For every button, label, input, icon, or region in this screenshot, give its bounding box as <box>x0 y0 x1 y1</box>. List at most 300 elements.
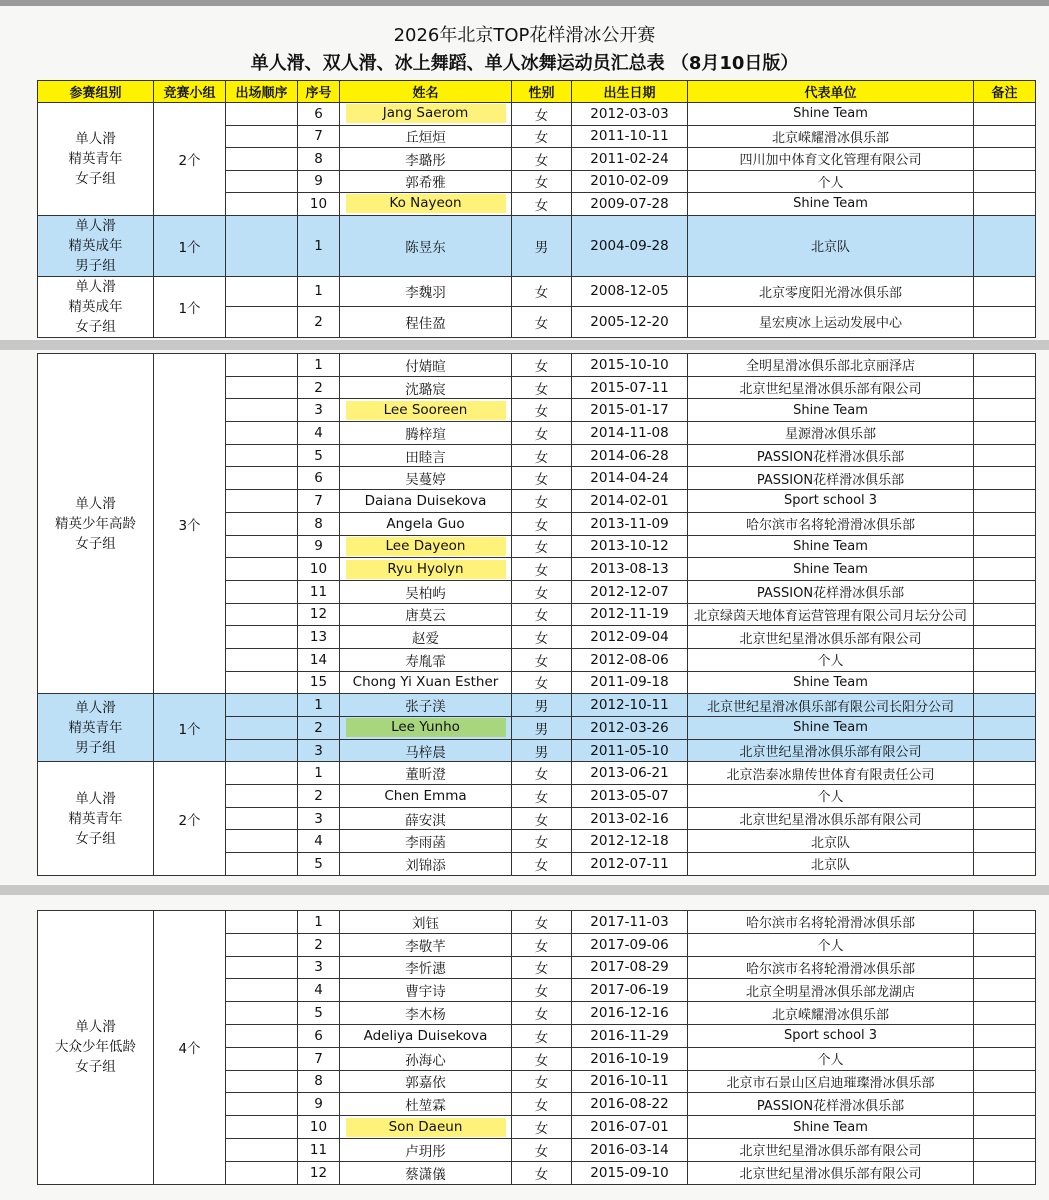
remarks-cell <box>974 1002 1036 1025</box>
gender-cell: 男 <box>512 694 572 717</box>
remarks-cell <box>974 807 1036 830</box>
remarks-cell <box>974 490 1036 513</box>
number-cell: 9 <box>298 535 340 558</box>
athlete-name-cell: 付婧暄 <box>340 354 512 377</box>
birth-date-cell: 2012-03-03 <box>572 103 688 126</box>
athlete-name-cell: 李木杨 <box>340 1002 512 1025</box>
number-cell: 3 <box>298 399 340 422</box>
number-cell: 4 <box>298 422 340 445</box>
remarks-cell <box>974 125 1036 148</box>
gender-cell: 女 <box>512 626 572 649</box>
remarks-cell <box>974 717 1036 740</box>
athlete-name-cell: 曹宇诗 <box>340 979 512 1002</box>
highlighted-name: Lee Dayeon <box>346 537 506 556</box>
number-cell: 15 <box>298 671 340 694</box>
affiliation-cell: 北京市石景山区启迪璀璨滑冰俱乐部 <box>688 1070 974 1093</box>
number-cell: 11 <box>298 1138 340 1161</box>
start-order-cell <box>226 807 298 830</box>
category-line: 精英青年 <box>68 810 123 827</box>
birth-date-cell: 2011-10-11 <box>572 125 688 148</box>
gender-cell: 女 <box>512 1093 572 1116</box>
page-separator <box>0 340 1049 350</box>
birth-date-cell: 2012-09-04 <box>572 626 688 649</box>
athlete-name-cell: 李雨菡 <box>340 830 512 853</box>
remarks-cell <box>974 170 1036 193</box>
affiliation-cell: 哈尔滨市名将轮滑滑冰俱乐部 <box>688 956 974 979</box>
number-cell: 7 <box>298 490 340 513</box>
gender-cell: 女 <box>512 307 572 338</box>
affiliation-cell: 北京嵘耀滑冰俱乐部 <box>688 125 974 148</box>
affiliation-cell: 个人 <box>688 170 974 193</box>
column-header: 性别 <box>512 81 572 103</box>
gender-cell: 女 <box>512 785 572 808</box>
affiliation-cell: 个人 <box>688 1047 974 1070</box>
start-order-cell <box>226 603 298 626</box>
remarks-cell <box>974 911 1036 934</box>
column-header: 备注 <box>974 81 1036 103</box>
start-order-cell <box>226 422 298 445</box>
start-order-cell <box>226 1093 298 1116</box>
birth-date-cell: 2012-08-06 <box>572 648 688 671</box>
remarks-cell <box>974 739 1036 762</box>
athlete-name-cell: 李忻潓 <box>340 956 512 979</box>
start-order-cell <box>226 354 298 377</box>
start-order-cell <box>226 1138 298 1161</box>
number-cell: 3 <box>298 956 340 979</box>
category-line: 单人滑 <box>75 699 116 716</box>
number-cell: 10 <box>298 193 340 216</box>
athlete-name-cell: 薛安淇 <box>340 807 512 830</box>
gender-cell: 女 <box>512 1024 572 1047</box>
athlete-name-cell: 李敬芊 <box>340 933 512 956</box>
athlete-name-cell: Angela Guo <box>340 512 512 535</box>
gender-cell: 女 <box>512 558 572 581</box>
remarks-cell <box>974 276 1036 307</box>
remarks-cell <box>974 399 1036 422</box>
number-cell: 12 <box>298 1161 340 1184</box>
gender-cell: 女 <box>512 512 572 535</box>
athlete-name-cell: 吴柏屿 <box>340 580 512 603</box>
column-header: 出生日期 <box>572 81 688 103</box>
category-line: 男子组 <box>75 257 116 274</box>
birth-date-cell: 2012-07-11 <box>572 853 688 876</box>
birth-date-cell: 2012-12-07 <box>572 580 688 603</box>
birth-date-cell: 2014-02-01 <box>572 490 688 513</box>
remarks-cell <box>974 1070 1036 1093</box>
number-cell: 1 <box>298 694 340 717</box>
number-cell: 3 <box>298 807 340 830</box>
gender-cell: 女 <box>512 1070 572 1093</box>
athlete-name-cell: 丘烜烜 <box>340 125 512 148</box>
remarks-cell <box>974 785 1036 808</box>
start-order-cell <box>226 193 298 216</box>
gender-cell: 女 <box>512 1161 572 1184</box>
table-row <box>38 762 1036 785</box>
number-cell: 8 <box>298 148 340 171</box>
gender-cell: 女 <box>512 933 572 956</box>
remarks-cell <box>974 580 1036 603</box>
gender-cell: 女 <box>512 490 572 513</box>
start-order-cell <box>226 739 298 762</box>
affiliation-cell: 北京绿茵天地体育运营管理有限公司月坛分公司 <box>688 603 974 626</box>
category-line: 大众少年低龄 <box>55 1039 136 1056</box>
gender-cell: 女 <box>512 979 572 1002</box>
gender-cell: 女 <box>512 1138 572 1161</box>
remarks-cell <box>974 853 1036 876</box>
birth-date-cell: 2012-11-19 <box>572 603 688 626</box>
category-line: 女子组 <box>75 318 116 335</box>
gender-cell: 女 <box>512 830 572 853</box>
start-order-cell <box>226 1002 298 1025</box>
table-row <box>38 103 1036 126</box>
category-line: 单人滑 <box>75 1019 116 1036</box>
remarks-cell <box>974 1138 1036 1161</box>
category-line: 男子组 <box>75 739 116 756</box>
affiliation-cell: 个人 <box>688 648 974 671</box>
number-cell: 14 <box>298 648 340 671</box>
number-cell: 2 <box>298 785 340 808</box>
birth-date-cell: 2011-09-18 <box>572 671 688 694</box>
birth-date-cell: 2016-03-14 <box>572 1138 688 1161</box>
remarks-cell <box>974 979 1036 1002</box>
category-line: 精英青年 <box>68 719 123 736</box>
highlighted-name: Son Daeun <box>346 1118 506 1137</box>
number-cell: 1 <box>298 911 340 934</box>
affiliation-cell: Shine Team <box>688 717 974 740</box>
athlete-name-cell: 唐莫云 <box>340 603 512 626</box>
affiliation-cell: PASSION花样滑冰俱乐部 <box>688 580 974 603</box>
subgroup-count-cell: 2个 <box>154 103 226 216</box>
affiliation-cell: 全明星滑冰俱乐部北京丽泽店 <box>688 354 974 377</box>
birth-date-cell: 2013-05-07 <box>572 785 688 808</box>
number-cell: 5 <box>298 444 340 467</box>
table-row <box>38 694 1036 717</box>
category-line: 单人滑 <box>75 130 116 147</box>
category-line: 女子组 <box>75 1059 116 1076</box>
affiliation-cell: 北京全明星滑冰俱乐部龙湖店 <box>688 979 974 1002</box>
start-order-cell <box>226 215 298 276</box>
gender-cell: 女 <box>512 148 572 171</box>
affiliation-cell: 北京队 <box>688 830 974 853</box>
remarks-cell <box>974 215 1036 276</box>
gender-cell: 女 <box>512 1002 572 1025</box>
start-order-cell <box>226 125 298 148</box>
number-cell: 1 <box>298 276 340 307</box>
number-cell: 13 <box>298 626 340 649</box>
start-order-cell <box>226 717 298 740</box>
start-order-cell <box>226 1116 298 1139</box>
category-line: 精英少年高龄 <box>55 515 136 532</box>
gender-cell: 女 <box>512 170 572 193</box>
gender-cell: 女 <box>512 603 572 626</box>
birth-date-cell: 2017-09-06 <box>572 933 688 956</box>
athlete-name-cell: 杜堃霖 <box>340 1093 512 1116</box>
entry-table-part-1 <box>37 80 1036 338</box>
remarks-cell <box>974 648 1036 671</box>
athlete-name-cell: 郭希雅 <box>340 170 512 193</box>
column-header: 参赛组别 <box>38 81 154 103</box>
gender-cell: 女 <box>512 376 572 399</box>
category-line: 女子组 <box>75 535 116 552</box>
remarks-cell <box>974 307 1036 338</box>
affiliation-cell: 哈尔滨市名将轮滑滑冰俱乐部 <box>688 911 974 934</box>
remarks-cell <box>974 558 1036 581</box>
affiliation-cell: 哈尔滨市名将轮滑滑冰俱乐部 <box>688 512 974 535</box>
top-border <box>0 0 1049 6</box>
category-cell <box>38 694 154 762</box>
athlete-name-cell <box>340 535 512 558</box>
start-order-cell <box>226 956 298 979</box>
category-cell <box>38 103 154 216</box>
gender-cell: 女 <box>512 648 572 671</box>
athlete-name-cell: 寿胤霏 <box>340 648 512 671</box>
remarks-cell <box>974 694 1036 717</box>
athlete-name-cell: 马梓晨 <box>340 739 512 762</box>
athlete-name-cell <box>340 193 512 216</box>
remarks-cell <box>974 626 1036 649</box>
category-line: 精英成年 <box>68 298 123 315</box>
affiliation-cell: 北京世纪星滑冰俱乐部有限公司 <box>688 1161 974 1184</box>
start-order-cell <box>226 830 298 853</box>
page-separator <box>0 885 1049 895</box>
athlete-name-cell: 卢玥彤 <box>340 1138 512 1161</box>
category-line: 精英成年 <box>68 237 123 254</box>
gender-cell: 女 <box>512 422 572 445</box>
birth-date-cell: 2016-11-29 <box>572 1024 688 1047</box>
number-cell: 4 <box>298 830 340 853</box>
gender-cell: 女 <box>512 103 572 126</box>
category-line: 女子组 <box>75 830 116 847</box>
start-order-cell <box>226 535 298 558</box>
number-cell: 4 <box>298 979 340 1002</box>
number-cell: 10 <box>298 1116 340 1139</box>
remarks-cell <box>974 467 1036 490</box>
gender-cell: 女 <box>512 956 572 979</box>
start-order-cell <box>226 512 298 535</box>
gender-cell: 女 <box>512 853 572 876</box>
remarks-cell <box>974 148 1036 171</box>
table-row <box>38 354 1036 377</box>
gender-cell: 女 <box>512 444 572 467</box>
document-subtitle: 单人滑、双人滑、冰上舞蹈、单人冰舞运动员汇总表 （8月10日版） <box>250 53 799 74</box>
birth-date-cell: 2017-06-19 <box>572 979 688 1002</box>
affiliation-cell: 北京世纪星滑冰俱乐部有限公司 <box>688 1138 974 1161</box>
number-cell: 2 <box>298 307 340 338</box>
start-order-cell <box>226 853 298 876</box>
start-order-cell <box>226 580 298 603</box>
gender-cell: 女 <box>512 125 572 148</box>
affiliation-cell: 北京浩泰冰鼎传世体育有限责任公司 <box>688 762 974 785</box>
affiliation-cell: Shine Team <box>688 193 974 216</box>
athlete-name-cell: 李璐彤 <box>340 148 512 171</box>
affiliation-cell: Shine Team <box>688 1116 974 1139</box>
birth-date-cell: 2015-01-17 <box>572 399 688 422</box>
birth-date-cell: 2013-10-12 <box>572 535 688 558</box>
birth-date-cell: 2013-02-16 <box>572 807 688 830</box>
subgroup-count-cell: 1个 <box>154 694 226 762</box>
number-cell: 5 <box>298 1002 340 1025</box>
birth-date-cell: 2015-10-10 <box>572 354 688 377</box>
remarks-cell <box>974 103 1036 126</box>
remarks-cell <box>974 512 1036 535</box>
start-order-cell <box>226 170 298 193</box>
start-order-cell <box>226 1024 298 1047</box>
affiliation-cell: 北京队 <box>688 853 974 876</box>
highlighted-name: Ryu Hyolyn <box>346 560 506 579</box>
gender-cell: 女 <box>512 193 572 216</box>
athlete-name-cell: Adeliya Duisekova <box>340 1024 512 1047</box>
birth-date-cell: 2011-05-10 <box>572 739 688 762</box>
remarks-cell <box>974 933 1036 956</box>
athlete-name-cell: 蔡潇儀 <box>340 1161 512 1184</box>
table-row <box>38 276 1036 307</box>
gender-cell: 女 <box>512 762 572 785</box>
number-cell: 3 <box>298 739 340 762</box>
start-order-cell <box>226 626 298 649</box>
start-order-cell <box>226 648 298 671</box>
gender-cell: 女 <box>512 671 572 694</box>
remarks-cell <box>974 1047 1036 1070</box>
category-cell <box>38 276 154 337</box>
remarks-cell <box>974 1024 1036 1047</box>
birth-date-cell: 2014-06-28 <box>572 444 688 467</box>
affiliation-cell: 四川加中体育文化管理有限公司 <box>688 148 974 171</box>
subgroup-count-cell: 1个 <box>154 215 226 276</box>
birth-date-cell: 2013-11-09 <box>572 512 688 535</box>
table-header-row <box>38 81 1036 103</box>
affiliation-cell: 北京队 <box>688 215 974 276</box>
birth-date-cell: 2016-10-11 <box>572 1070 688 1093</box>
birth-date-cell: 2016-07-01 <box>572 1116 688 1139</box>
category-line: 女子组 <box>75 170 116 187</box>
birth-date-cell: 2012-03-26 <box>572 717 688 740</box>
number-cell: 6 <box>298 1024 340 1047</box>
gender-cell: 女 <box>512 580 572 603</box>
category-line: 单人滑 <box>75 278 116 295</box>
start-order-cell <box>226 276 298 307</box>
athlete-name-cell: Chen Emma <box>340 785 512 808</box>
gender-cell: 女 <box>512 467 572 490</box>
start-order-cell <box>226 911 298 934</box>
category-line: 单人滑 <box>75 790 116 807</box>
start-order-cell <box>226 444 298 467</box>
highlighted-name: Lee Yunho <box>346 718 506 737</box>
affiliation-cell: 北京嵘耀滑冰俱乐部 <box>688 1002 974 1025</box>
start-order-cell <box>226 785 298 808</box>
birth-date-cell: 2017-11-03 <box>572 911 688 934</box>
gender-cell: 男 <box>512 739 572 762</box>
start-order-cell <box>226 979 298 1002</box>
category-line: 精英青年 <box>68 150 123 167</box>
birth-date-cell: 2016-08-22 <box>572 1093 688 1116</box>
gender-cell: 女 <box>512 807 572 830</box>
affiliation-cell: Shine Team <box>688 535 974 558</box>
start-order-cell <box>226 148 298 171</box>
affiliation-cell: PASSION花样滑冰俱乐部 <box>688 444 974 467</box>
athlete-name-cell <box>340 1116 512 1139</box>
remarks-cell <box>974 354 1036 377</box>
number-cell: 2 <box>298 717 340 740</box>
birth-date-cell: 2015-07-11 <box>572 376 688 399</box>
start-order-cell <box>226 307 298 338</box>
gender-cell: 女 <box>512 535 572 558</box>
start-order-cell <box>226 467 298 490</box>
remarks-cell <box>974 1116 1036 1139</box>
gender-cell: 女 <box>512 1047 572 1070</box>
remarks-cell <box>974 376 1036 399</box>
birth-date-cell: 2014-11-08 <box>572 422 688 445</box>
affiliation-cell: PASSION花样滑冰俱乐部 <box>688 467 974 490</box>
start-order-cell <box>226 103 298 126</box>
affiliation-cell: Shine Team <box>688 558 974 581</box>
highlighted-name: Ko Nayeon <box>346 194 506 213</box>
affiliation-cell: Shine Team <box>688 399 974 422</box>
remarks-cell <box>974 193 1036 216</box>
number-cell: 8 <box>298 512 340 535</box>
subgroup-count-cell: 4个 <box>154 911 226 1185</box>
start-order-cell <box>226 558 298 581</box>
category-cell <box>38 911 154 1185</box>
athlete-name-cell <box>340 103 512 126</box>
number-cell: 1 <box>298 215 340 276</box>
remarks-cell <box>974 762 1036 785</box>
number-cell: 10 <box>298 558 340 581</box>
birth-date-cell: 2017-08-29 <box>572 956 688 979</box>
athlete-name-cell: 刘锦添 <box>340 853 512 876</box>
number-cell: 1 <box>298 354 340 377</box>
birth-date-cell: 2012-10-11 <box>572 694 688 717</box>
birth-date-cell: 2016-12-16 <box>572 1002 688 1025</box>
remarks-cell <box>974 603 1036 626</box>
category-line: 单人滑 <box>75 495 116 512</box>
start-order-cell <box>226 933 298 956</box>
affiliation-cell: PASSION花样滑冰俱乐部 <box>688 1093 974 1116</box>
affiliation-cell: 北京世纪星滑冰俱乐部有限公司长阳分公司 <box>688 694 974 717</box>
affiliation-cell: Shine Team <box>688 671 974 694</box>
birth-date-cell: 2004-09-28 <box>572 215 688 276</box>
number-cell: 2 <box>298 376 340 399</box>
start-order-cell <box>226 694 298 717</box>
affiliation-cell: 北京世纪星滑冰俱乐部有限公司 <box>688 626 974 649</box>
entry-table-part-3 <box>37 910 1036 1185</box>
number-cell: 11 <box>298 580 340 603</box>
highlighted-name: Jang Saerom <box>346 104 506 123</box>
athlete-name-cell: 程佳盈 <box>340 307 512 338</box>
affiliation-cell: 北京世纪星滑冰俱乐部有限公司 <box>688 739 974 762</box>
subgroup-count-cell: 2个 <box>154 762 226 875</box>
athlete-name-cell: 吴蔓婷 <box>340 467 512 490</box>
remarks-cell <box>974 1093 1036 1116</box>
document-title: 2026年北京TOP花样滑冰公开赛 <box>393 25 656 46</box>
number-cell: 5 <box>298 853 340 876</box>
athlete-name-cell: 沈璐宸 <box>340 376 512 399</box>
birth-date-cell: 2016-10-19 <box>572 1047 688 1070</box>
start-order-cell <box>226 762 298 785</box>
birth-date-cell: 2013-06-21 <box>572 762 688 785</box>
birth-date-cell: 2013-08-13 <box>572 558 688 581</box>
birth-date-cell: 2011-02-24 <box>572 148 688 171</box>
affiliation-cell: 星源滑冰俱乐部 <box>688 422 974 445</box>
athlete-name-cell <box>340 399 512 422</box>
athlete-name-cell: 田睦言 <box>340 444 512 467</box>
affiliation-cell: 星宏庾冰上运动发展中心 <box>688 307 974 338</box>
number-cell: 9 <box>298 170 340 193</box>
remarks-cell <box>974 956 1036 979</box>
athlete-name-cell <box>340 717 512 740</box>
number-cell: 7 <box>298 1047 340 1070</box>
start-order-cell <box>226 671 298 694</box>
gender-cell: 女 <box>512 354 572 377</box>
